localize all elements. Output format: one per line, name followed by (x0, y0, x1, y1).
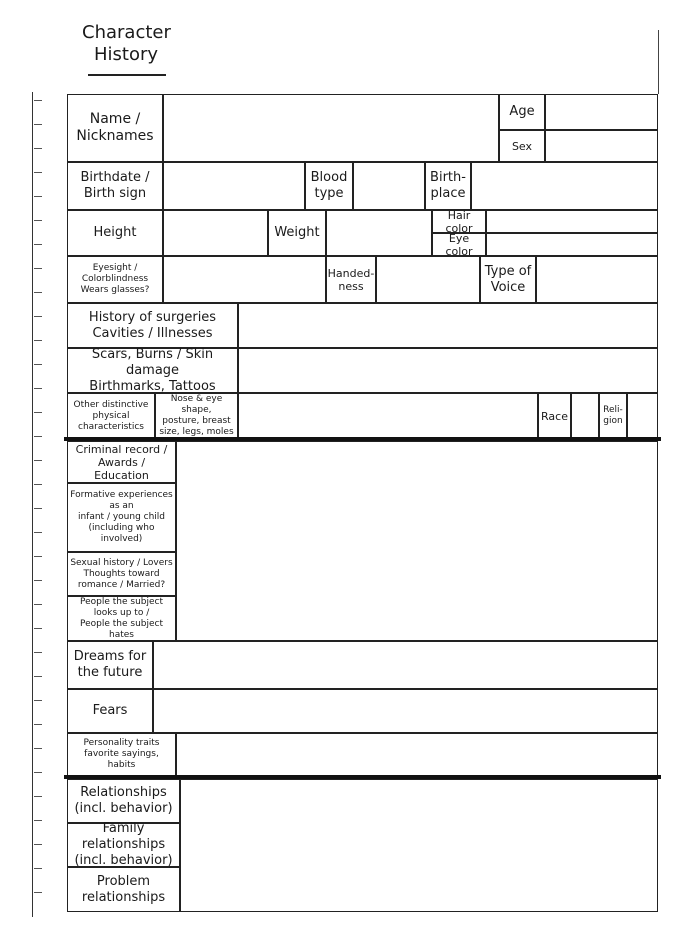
ruler-tick (34, 868, 42, 869)
ruler-tick (34, 532, 42, 533)
ruler-tick (34, 388, 42, 389)
age-field[interactable] (545, 94, 658, 130)
ruler-tick (34, 844, 42, 845)
weight-field[interactable] (326, 210, 432, 256)
ruler-tick (34, 220, 42, 221)
handedness-field[interactable] (376, 256, 480, 303)
ruler-tick (34, 268, 42, 269)
ruler-tick (34, 196, 42, 197)
age-label: Age (499, 94, 545, 130)
family-relationships-label: Family relationships (incl. behavior) (67, 823, 180, 867)
formative-experiences-label: Formative experiences as an infant / young child (including who involved) (67, 483, 176, 552)
scars-label: Scars, Burns / Skin damage Birthmarks, Tattoos (67, 348, 238, 393)
birth-place-label: Birth- place (425, 162, 471, 210)
relationships-field[interactable] (180, 779, 658, 912)
ruler-tick (34, 316, 42, 317)
left-ruler (32, 92, 33, 917)
nose-eye-shape-label: Nose & eye shape, posture, breast size, legs, moles (155, 393, 238, 439)
ruler-tick (34, 556, 42, 557)
weight-label: Weight (268, 210, 326, 256)
ruler-tick (34, 652, 42, 653)
criminal-record-label: Criminal record / Awards / Education (67, 441, 176, 483)
height-label: Height (67, 210, 163, 256)
other-physical-field[interactable] (238, 393, 538, 439)
hair-color-label: Hair color (432, 210, 486, 233)
hair-color-field[interactable] (486, 210, 658, 233)
fears-label: Fears (67, 689, 153, 733)
birthdate-label: Birthdate / Birth sign (67, 162, 163, 210)
ruler-tick (34, 892, 42, 893)
sexual-history-label: Sexual history / Lovers Thoughts toward romance / Married? (67, 552, 176, 596)
ruler-tick (34, 460, 42, 461)
ruler-tick (34, 172, 42, 173)
ruler-tick (34, 796, 42, 797)
eye-color-label: Eye color (432, 233, 486, 256)
sex-field[interactable] (545, 130, 658, 162)
ruler-tick (34, 724, 42, 725)
title-line-2: History (94, 44, 159, 65)
surgeries-field[interactable] (238, 303, 658, 348)
ruler-tick (34, 748, 42, 749)
dreams-field[interactable] (153, 641, 658, 689)
eyesight-field[interactable] (163, 256, 326, 303)
handedness-label: Handed- ness (326, 256, 376, 303)
ruler-tick (34, 412, 42, 413)
ruler-tick (34, 700, 42, 701)
blood-type-field[interactable] (353, 162, 425, 210)
ruler-tick (34, 364, 42, 365)
ruler-tick (34, 604, 42, 605)
background-field[interactable] (176, 441, 658, 641)
dreams-label: Dreams for the future (67, 641, 153, 689)
ruler-tick (34, 628, 42, 629)
scars-field[interactable] (238, 348, 658, 393)
fears-field[interactable] (153, 689, 658, 733)
eye-color-field[interactable] (486, 233, 658, 256)
problem-relationships-label: Problem relationships (67, 867, 180, 912)
ruler-tick (34, 124, 42, 125)
other-physical-label: Other distinctive physical characteristics (67, 393, 155, 439)
ruler-tick (34, 676, 42, 677)
type-of-voice-label: Type of Voice (480, 256, 536, 303)
ruler-tick (34, 772, 42, 773)
ruler-tick (34, 148, 42, 149)
right-margin-line (658, 30, 659, 94)
religion-label: Reli- gion (599, 393, 627, 439)
race-label: Race (538, 393, 571, 439)
ruler-tick (34, 292, 42, 293)
religion-field[interactable] (627, 393, 658, 439)
birthdate-field[interactable] (163, 162, 305, 210)
ruler-tick (34, 100, 42, 101)
name-label: Name / Nicknames (67, 94, 163, 162)
eyesight-label: Eyesight / Colorblindness Wears glasses? (67, 256, 163, 303)
ruler-tick (34, 580, 42, 581)
relationships-label: Relationships (incl. behavior) (67, 779, 180, 823)
personality-field[interactable] (176, 733, 658, 776)
ruler-tick (34, 436, 42, 437)
personality-label: Personality traits favorite sayings, habits (67, 733, 176, 776)
ruler-tick (34, 340, 42, 341)
ruler-tick (34, 508, 42, 509)
title-underline (88, 74, 166, 76)
page-title (82, 22, 171, 66)
ruler-tick (34, 484, 42, 485)
name-field[interactable] (163, 94, 499, 162)
race-field[interactable] (571, 393, 599, 439)
ruler-tick (34, 244, 42, 245)
people-looks-up-to-label: People the subject looks up to / People the subject hates (67, 596, 176, 641)
ruler-tick (34, 820, 42, 821)
birth-place-field[interactable] (471, 162, 658, 210)
surgeries-label: History of surgeries Cavities / Illnesses (67, 303, 238, 348)
title-line-1: Character (82, 22, 171, 43)
height-field[interactable] (163, 210, 268, 256)
sex-label: Sex (499, 130, 545, 162)
type-of-voice-field[interactable] (536, 256, 658, 303)
blood-type-label: Blood type (305, 162, 353, 210)
